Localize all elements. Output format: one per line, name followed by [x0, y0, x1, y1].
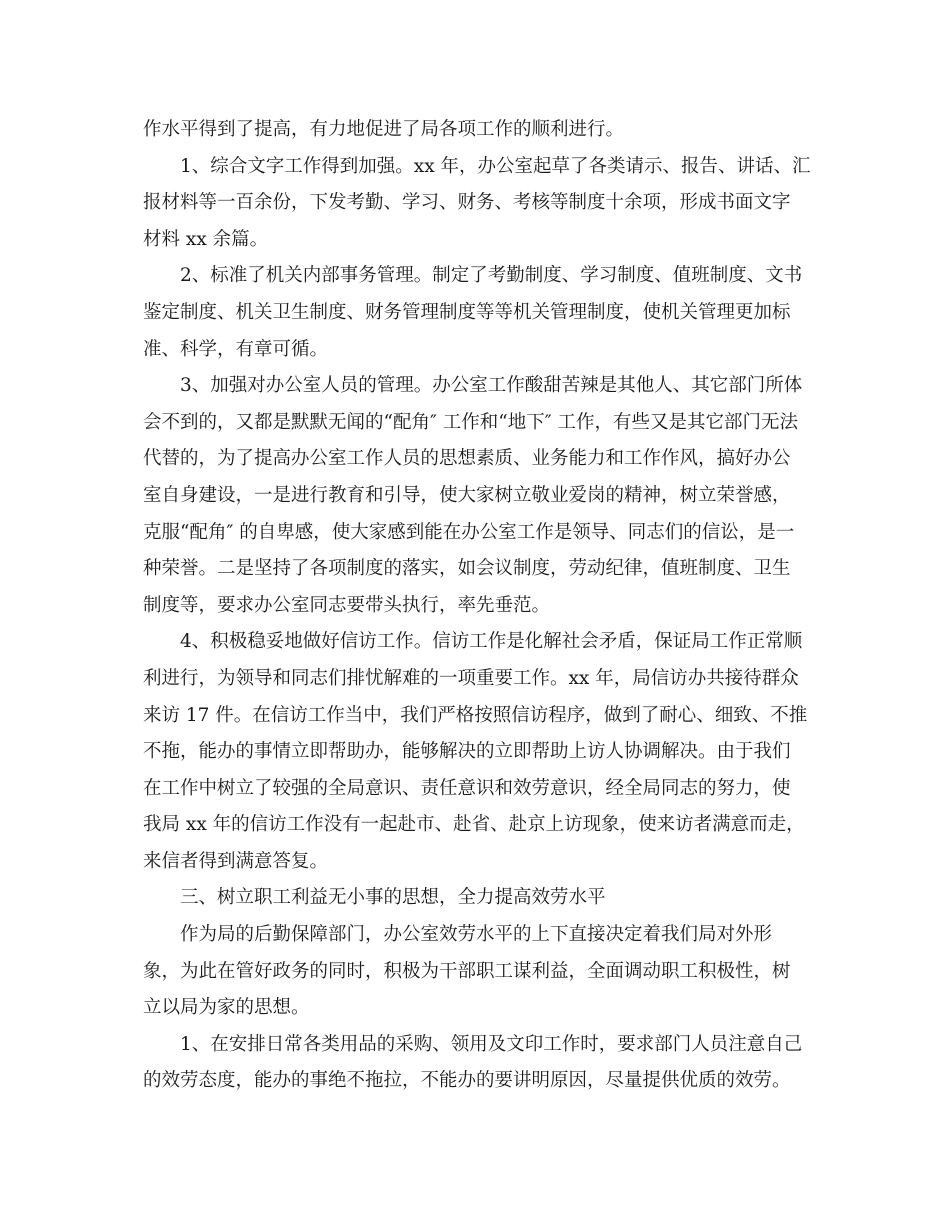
- text-line: 不拖，能办的事情立即帮助办，能够解决的立即帮助上访人协调解决。由于我们: [143, 741, 791, 763]
- paragraph: [143, 258, 808, 368]
- text-line: 利进行，为领导和同志们排忧解难的一项重要工作。xx 年，局信访办共接待群众: [143, 667, 799, 689]
- text-line: 立以局为家的思想。: [143, 997, 310, 1019]
- text-line: 2、标准了机关内部事务管理。制定了考勤制度、学习制度、值班制度、文书: [180, 265, 803, 287]
- text-line: 1、综合文字工作得到加强。xx 年，办公室起草了各类请示、报告、讲话、汇: [180, 155, 811, 177]
- text-line: 报材料等一百余份，下发考勤、学习、财务、考核等制度十余项，形成书面文字: [143, 192, 791, 214]
- text-line: 的效劳态度，能办的事绝不拖拉，不能办的要讲明原因，尽量提供优质的效劳。: [143, 1070, 791, 1092]
- text-line: 1、在安排日常各类用品的采购、领用及文印工作时，要求部门人员注意自己: [180, 1033, 803, 1055]
- paragraph: [143, 917, 808, 1027]
- text-line: 3、加强对办公室人员的管理。办公室工作酸甜苦辣是其他人、其它部门所体: [180, 375, 803, 397]
- paragraph: [143, 149, 811, 259]
- text-line: 来访 17 件。在信访工作当中，我们严格按照信访程序，做到了耐心、细致、不推: [143, 704, 808, 726]
- text-line: 作水平得到了提高，有力地促进了局各项工作的顺利进行。: [143, 119, 625, 140]
- paragraph: [143, 112, 808, 149]
- paragraph: [143, 624, 808, 880]
- text-line: 来信者得到满意答复。: [143, 850, 329, 872]
- text-line: 三、树立职工利益无小事的思想，全力提高效劳水平: [180, 887, 606, 909]
- text-line: 准、科学，有章可循。: [143, 338, 329, 360]
- text-line: 我局 xx 年的信访工作没有一起赴市、赴省、赴京上访现象，使来访者满意而走，: [143, 814, 805, 836]
- text-line: 代替的，为了提高办公室工作人员的思想素质、业务能力和工作作风，搞好办公: [143, 448, 791, 470]
- paragraph: [143, 880, 808, 917]
- text-line: 鉴定制度、机关卫生制度、财务管理制度等等机关管理制度，使机关管理更加标: [143, 301, 791, 323]
- text-line: 克服“配角″ 的自卑感，使大家感到能在办公室工作是领导、同志们的信讼，是一: [143, 521, 795, 543]
- text-line: 会不到的，又都是默默无闻的“配角″ 工作和“地下″ 工作，有些又是其它部门无法: [143, 411, 799, 433]
- text-line: 室自身建设，一是进行教育和引导，使大家树立敬业爱岗的精神，树立荣誉感，: [143, 484, 791, 506]
- paragraph: [143, 368, 808, 624]
- text-line: 种荣誉。二是坚持了各项制度的落实，如会议制度，劳动纪律，值班制度、卫生: [143, 558, 791, 580]
- text-line: 作为局的后勤保障部门，办公室效劳水平的上下直接决定着我们局对外形: [180, 924, 773, 946]
- text-line: 象，为此在管好政务的同时，积极为干部职工谋利益，全面调动职工积极性，树: [143, 960, 791, 982]
- document-body: [143, 112, 811, 1100]
- text-line: 材料 xx 余篇。: [143, 228, 269, 250]
- paragraph: [143, 1027, 808, 1100]
- text-line: 在工作中树立了较强的全局意识、责任意识和效劳意识，经全局同志的努力，使: [143, 777, 791, 799]
- text-line: 4、积极稳妥地做好信访工作。信访工作是化解社会矛盾，保证局工作正常顺: [180, 631, 803, 653]
- text-line: 制度等，要求办公室同志要带头执行，率先垂范。: [143, 594, 551, 616]
